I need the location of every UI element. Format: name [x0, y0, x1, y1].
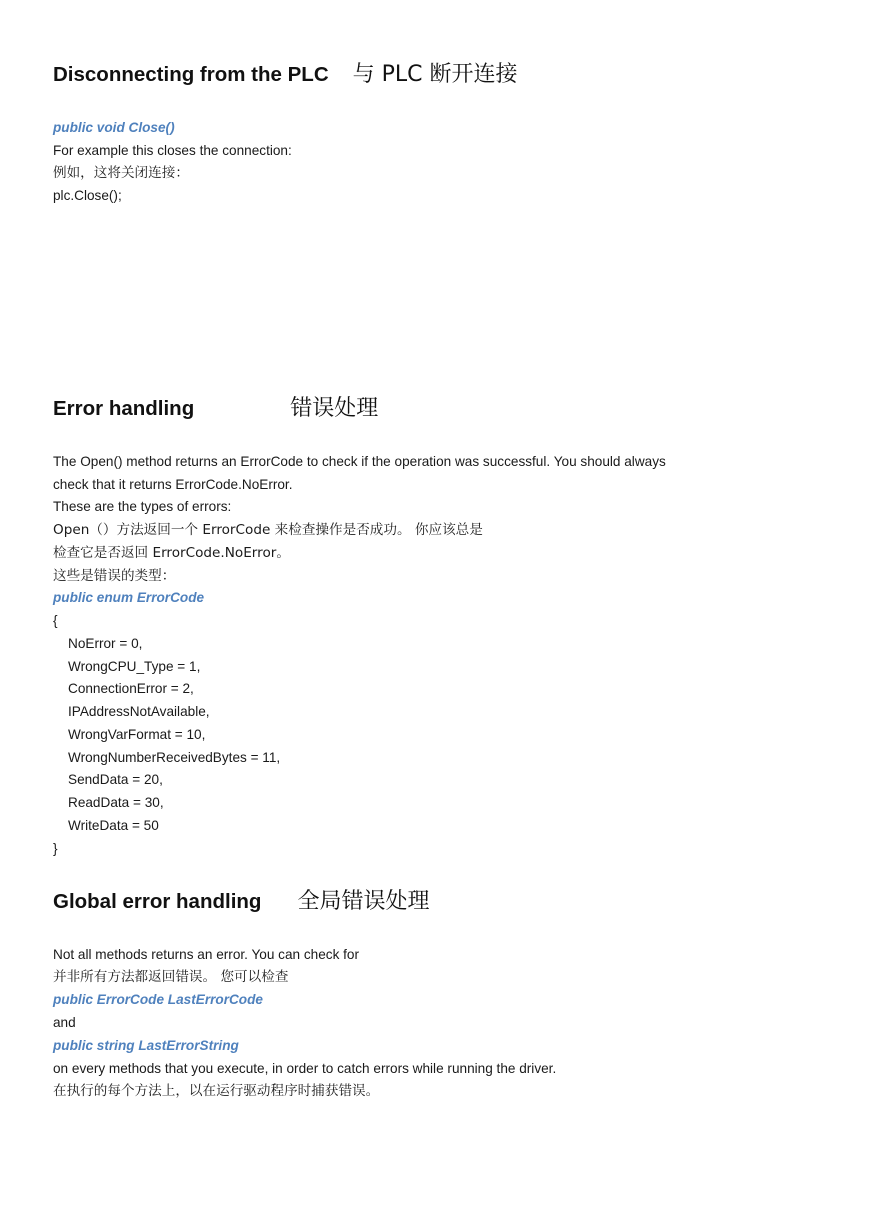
- enum-item: NoError = 0,: [68, 636, 143, 651]
- heading-disconnecting: [53, 62, 518, 88]
- heading-cn: 全局错误处理: [297, 889, 430, 914]
- close-brace: }: [53, 841, 58, 856]
- enum-item: ConnectionError = 2,: [68, 681, 194, 696]
- text-line: 并非所有方法都返回错误。 您可以检查: [53, 969, 289, 985]
- enum-item: WriteData = 50: [68, 818, 159, 833]
- text-line: on every methods that you execute, in order to catch errors while running the driver.: [53, 1061, 557, 1076]
- heading-global-error-handling: [53, 889, 429, 915]
- close-signature: public void Close(): [53, 120, 175, 135]
- text-line: 这些是错误的类型：: [53, 568, 176, 584]
- text-line: For example this closes the connection:: [53, 143, 292, 158]
- text-line: 在执行的每个方法上，以在运行驱动程序时捕获错误。: [53, 1083, 380, 1099]
- enum-item: WrongVarFormat = 10,: [68, 727, 206, 742]
- enum-item: WrongNumberReceivedBytes = 11,: [68, 750, 281, 765]
- heading-error-handling: [53, 396, 378, 422]
- heading-cn: 与 PLC 断开连接: [352, 62, 518, 87]
- enum-item: ReadData = 30,: [68, 795, 164, 810]
- text-line: Not all methods returns an error. You can check for: [53, 947, 360, 962]
- heading-cn: 错误处理: [290, 396, 379, 421]
- heading-en: Disconnecting from the PLC: [53, 63, 329, 86]
- text-line: 例如，这将关闭连接：: [53, 165, 189, 181]
- text-line: These are the types of errors:: [53, 499, 232, 514]
- last-error-code-signature: public ErrorCode LastErrorCode: [53, 992, 263, 1007]
- enum-item: IPAddressNotAvailable,: [68, 704, 210, 719]
- text-line: The Open() method returns an ErrorCode to check if the operation was successful. You should always: [53, 454, 666, 469]
- heading-en: Global error handling: [53, 890, 262, 913]
- enum-signature: public enum ErrorCode: [53, 590, 205, 605]
- heading-en: Error handling: [53, 397, 195, 420]
- open-brace: {: [53, 613, 58, 628]
- code-line: plc.Close();: [53, 188, 122, 203]
- text-line: check that it returns ErrorCode.NoError.: [53, 477, 293, 492]
- text-line: Open（）方法返回一个 ErrorCode 来检查操作是否成功。 你应该总是: [53, 522, 483, 538]
- text-line: and: [53, 1015, 76, 1030]
- text-line: 检查它是否返回 ErrorCode.NoError。: [53, 545, 290, 561]
- last-error-string-signature: public string LastErrorString: [53, 1038, 239, 1053]
- enum-item: WrongCPU_Type = 1,: [68, 659, 201, 674]
- enum-item: SendData = 20,: [68, 772, 163, 787]
